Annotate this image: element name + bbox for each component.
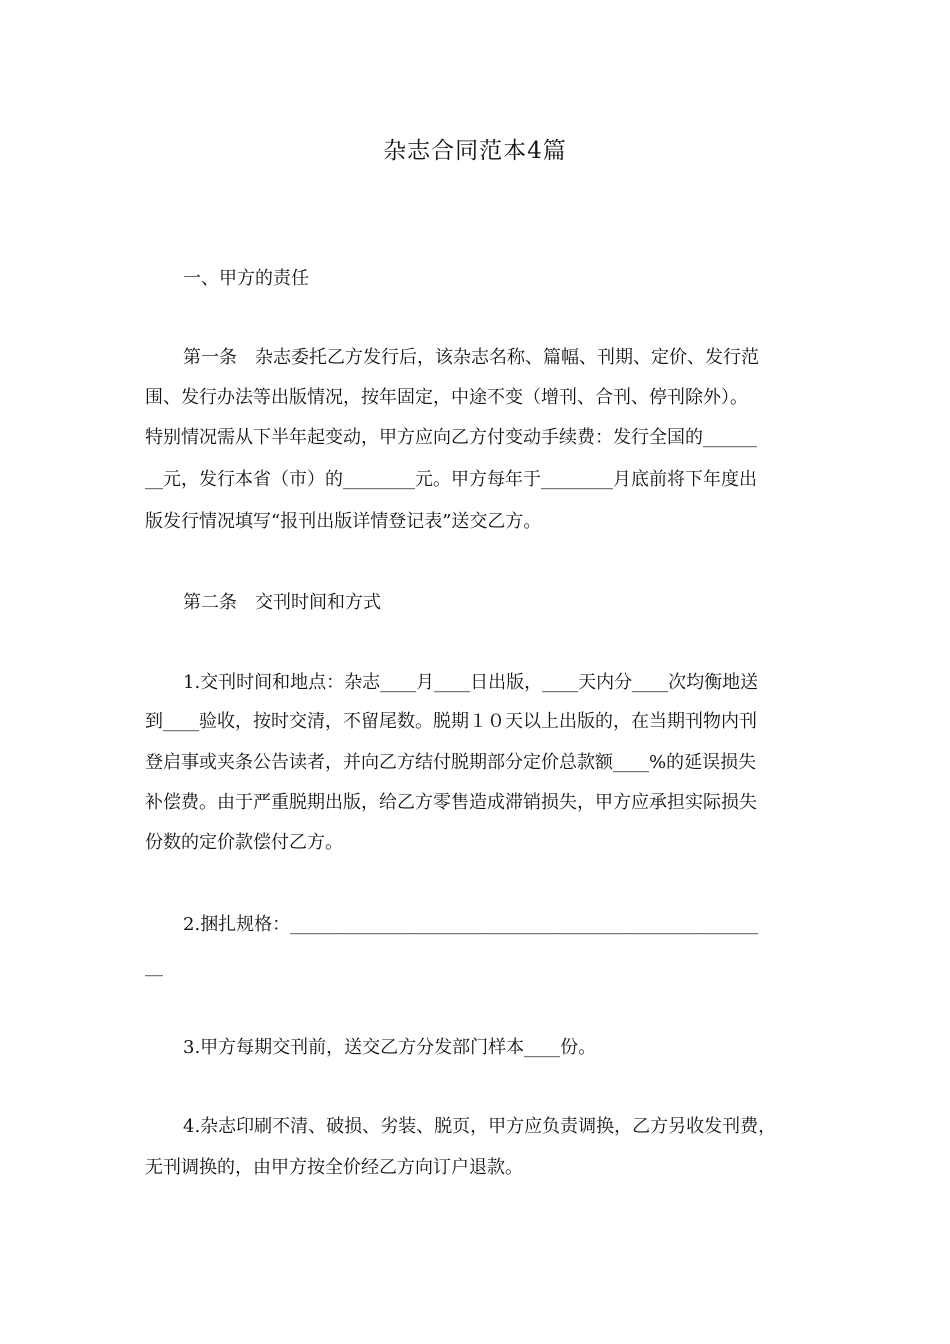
paragraph-line: 围、发行办法等出版情况，按年固定，中途不变（增刊、合刊、停刊除外）。 (145, 387, 748, 408)
paragraph-line: 份数的定价款偿付乙方。 (145, 832, 343, 853)
paragraph-line: 补偿费。由于严重脱期出版，给乙方零售造成滞销损失，甲方应承担实际损失 (145, 792, 757, 813)
paragraph-line: 1.交刊时间和地点：杂志____月____日出版，____天内分____次均衡地送 (183, 672, 759, 693)
section-heading: 一、甲方的责任 (183, 268, 309, 289)
paragraph-line: 登启事或夹条公告读者，并向乙方结付脱期部分定价总款额____%的延误损失 (145, 752, 757, 773)
paragraph-line: 3.甲方每期交刊前，送交乙方分发部门样本____份。 (183, 1037, 597, 1058)
document-title: 杂志合同范本4篇 (383, 138, 567, 164)
paragraph-line: 4.杂志印刷不清、破损、劣装、脱页，甲方应负责调换，乙方另收发刊费， (183, 1116, 777, 1137)
paragraph-line: 无刊调换的，由甲方按全价经乙方向订户退款。 (145, 1157, 523, 1178)
paragraph-line: 到____验收，按时交清，不留尾数。脱期１０天以上出版的，在当期刊物内刊 (145, 711, 757, 732)
paragraph-line: 版发行情况填写“报刊出版详情登记表”送交乙方。 (145, 511, 542, 532)
paragraph-line: __ (145, 956, 163, 977)
paragraph-line: 2.捆扎规格：____________________________________________________ (183, 914, 759, 935)
paragraph-line: 特别情况需从下半年起变动，甲方应向乙方付变动手续费：发行全国的______ (145, 427, 757, 448)
paragraph-line: 第一条 杂志委托乙方发行后，该杂志名称、篇幅、刊期、定价、发行范 (183, 347, 759, 368)
paragraph-line: __元，发行本省（市）的________元。甲方每年于________月底前将下年度出 (145, 469, 757, 490)
article-heading: 第二条 交刊时间和方式 (183, 592, 381, 613)
